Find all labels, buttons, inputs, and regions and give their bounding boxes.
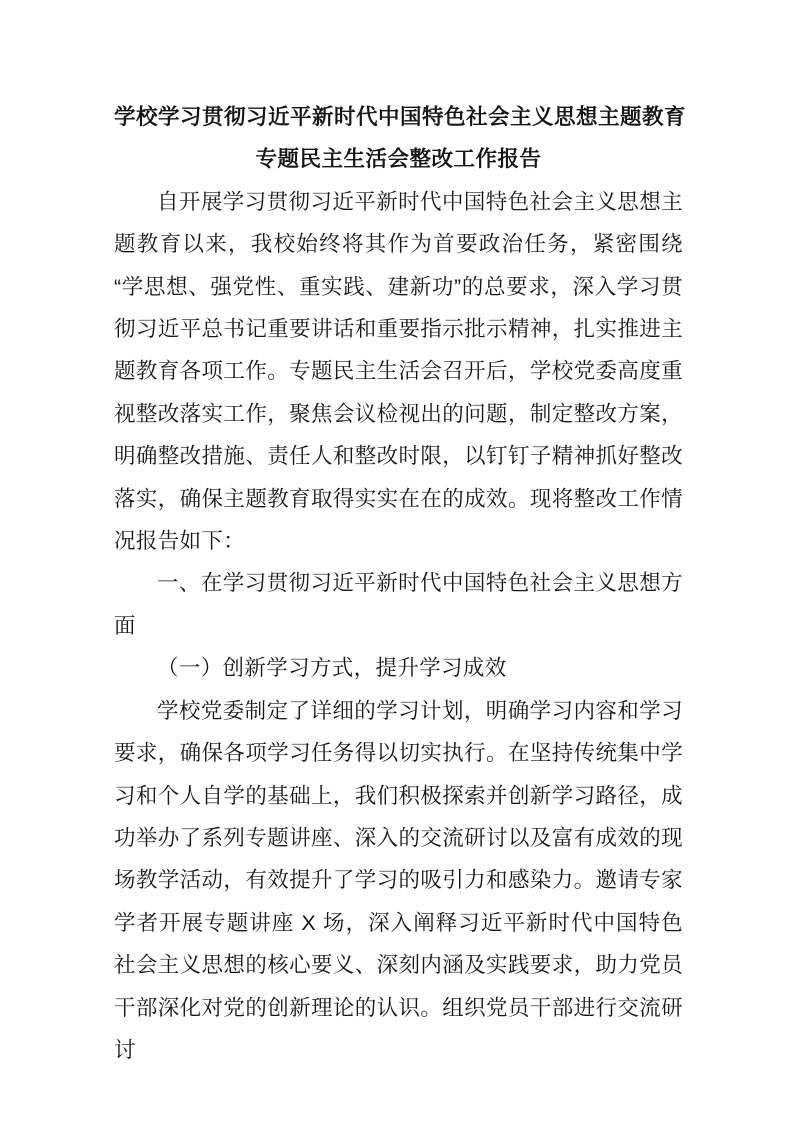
section-heading-1: 一、在学习贯彻习近平新时代中国特色社会主义思想方面 (114, 571, 683, 638)
body-paragraph-learning: 学校党委制定了详细的学习计划，明确学习内容和学习要求，确保各项学习任务得以切实执行。在坚持传统集中学习和个人自学的基础上，我们积极探索并创新学习路径，成功举办了系列专题讲座、深入的交流研讨以及富有成效的现场教学活动，有效提升了学习的吸引力和感染力。邀请专家学者开展专题讲座 X 场，深入阐释习近平新时代中国特色社会主义思想的核心要义、深刻内涵及实践要求，助力党员干部深化对党的创新理论的认识。组织党员干部进行交流研讨 (114, 698, 683, 1062)
subsection-heading-1-1: （一）创新学习方式，提升学习成效 (157, 656, 507, 681)
document-title-line-1: 学校学习贯彻习近平新时代中国特色社会主义思想主题教育 (114, 105, 687, 129)
document-title (114, 96, 687, 181)
intro-paragraph: 自开展学习贯彻习近平新时代中国特色社会主义思想主题教育以来，我校始终将其作为首要政治任务，紧密围绕“学思想、强党性、重实践、建新功”的总要求，深入学习贯彻习近平总书记重要讲话和重要指示批示精神，扎实推进主题教育各项工作。专题民主生活会召开后，学校党委高度重视整改落实工作，聚焦会议检视出的问题，制定整改方案，明确整改措施、责任人和整改时限，以钉钉子精神抓好整改落实，确保主题教育取得实实在在的成效。现将整改工作情况报告如下： (114, 189, 683, 554)
document-title-line-2: 专题民主生活会整改工作报告 (255, 147, 542, 172)
